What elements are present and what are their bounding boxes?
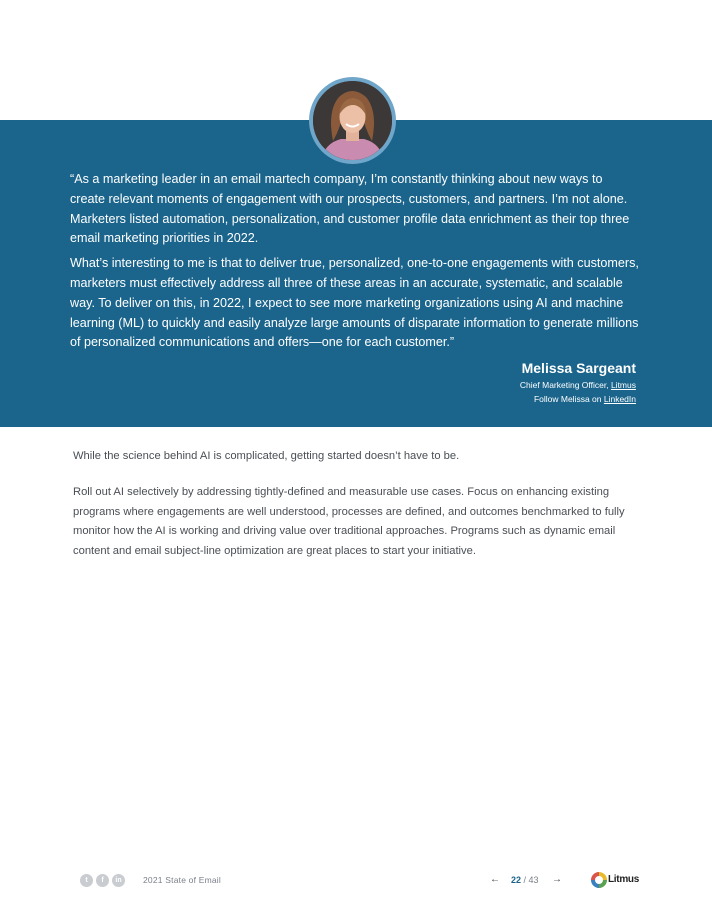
- quote-paragraph-2: What’s interesting to me is that to deliver true, personalized, one-to-one engagements with customers, marketers must effectively address all three of these areas in an accurate, systematic, and scalable way. To deliver on this, in 2022, I expect to see more marketing organizations using AI and machine learning (ML) to quickly and easily analyze large amounts of disparate information to generate millions of personalized communications and offers—one for each customer.”: [70, 256, 639, 350]
- quote-block: [70, 170, 640, 358]
- company-link[interactable]: Litmus: [610, 380, 636, 390]
- body-content: [73, 447, 633, 578]
- body-paragraph-1: While the science behind AI is complicated, getting started doesn’t have to be.: [73, 450, 460, 462]
- linkedin-icon[interactable]: in: [112, 874, 125, 887]
- body-paragraph-2: Roll out AI selectively by addressing tightly-defined and measurable use cases. Focus on enhancing existing programs where engagements are well understood, processes are defined, and outcomes benchmarked to fully monitor how the AI is working and driving value over traditional approaches. Programs such as dynamic email content and email subject-line optimization are great places to start your initiative.: [73, 485, 625, 558]
- page-footer: [0, 870, 712, 892]
- facebook-icon[interactable]: f: [96, 874, 109, 887]
- author-follow-text: Follow Melissa on: [533, 394, 604, 404]
- litmus-logo-mark-icon: [591, 872, 607, 888]
- prev-page-arrow-icon[interactable]: ←: [490, 874, 500, 885]
- linkedin-link[interactable]: LinkedIn: [603, 394, 636, 404]
- twitter-icon[interactable]: t: [80, 874, 93, 887]
- report-title: 2021 State of Email: [143, 875, 221, 885]
- quote-attribution: [520, 358, 636, 406]
- total-pages: 43: [528, 875, 539, 885]
- page-indicator: [511, 874, 539, 887]
- litmus-logo-text: Litmus: [608, 874, 639, 885]
- author-photo: [313, 81, 392, 160]
- author-name: Melissa Sargeant: [521, 360, 636, 376]
- author-role-text: Chief Marketing Officer,: [519, 380, 611, 390]
- page-separator: /: [521, 875, 529, 885]
- quote-paragraph-1: “As a marketing leader in an email martech company, I’m constantly thinking about new ways to create relevant moments of engagement with our prospects, customers, and partners. I’m not alone. Marketers listed automation, personalization, and customer profile data enrichment as their top three email marketing priorities in 2022.: [70, 172, 630, 246]
- author-avatar: [309, 77, 396, 164]
- current-page: 22: [511, 875, 522, 885]
- author-role: [520, 378, 636, 392]
- author-follow: [520, 392, 636, 406]
- next-page-arrow-icon[interactable]: →: [552, 874, 562, 885]
